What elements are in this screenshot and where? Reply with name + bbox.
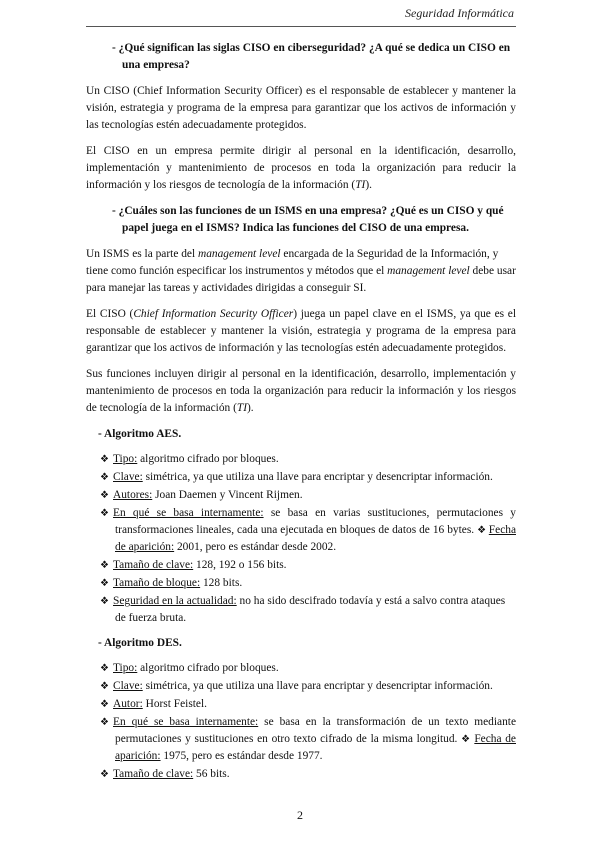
list-item: ❖ Clave: simétrica, ya que utiliza una llave para encriptar y desencriptar información.	[100, 678, 516, 695]
list-item: ❖ Tamaño de bloque: 128 bits.	[100, 575, 516, 592]
paragraph-ciso-functions	[86, 366, 516, 417]
diamond-bullet-icon: ❖	[100, 560, 109, 571]
italic-term: TI	[236, 402, 248, 414]
question-heading-1: - ¿Qué significan las siglas CISO en ciberseguridad? ¿A qué se dedica un CISO en una empresa?	[112, 42, 511, 71]
list-item: ❖ En qué se basa internamente: se basa en varias sustituciones, permutaciones y transformaciones lineales, cada una ejecutada en bloques de datos de 16 bytes. ❖ Fecha de aparición: 2001, pero es estándar desde 2002.	[100, 507, 516, 553]
diamond-bullet-icon: ❖	[461, 734, 475, 745]
paragraph-text: debe usar para manejar las tareas y actividades dirigidas a conseguir SI.	[86, 265, 516, 294]
diamond-bullet-icon: ❖	[100, 490, 109, 501]
diamond-bullet-icon: ❖	[100, 769, 109, 780]
paragraph-text: encargada de la Seguridad de la Información, y tiene como función especificar los instrumentos y métodos que el	[86, 248, 499, 277]
paragraph-isms	[86, 246, 516, 297]
diamond-bullet-icon: ❖	[100, 578, 109, 589]
list-item: ❖ En qué se basa internamente: se basa en la transformación de un texto mediante permutaciones y sustituciones en otro texto cifrado de la misma longitud. ❖ Fecha de aparición: 1975, pero es estándar desde 1977.	[100, 716, 516, 762]
document-body	[86, 40, 516, 784]
diamond-bullet-icon: ❖	[100, 596, 109, 607]
paragraph-text: El CISO (	[86, 308, 134, 320]
paragraph-ciso-definition: Un CISO (Chief Information Security Officer) es el responsable de establecer y mantener la visión, estrategia y programa de la empresa para garantizar que los activos de información y las tecnologías estén adecuadamente protegidos.	[86, 85, 516, 131]
section-heading-des: - Algoritmo DES.	[98, 637, 182, 649]
list-item: ❖ Autores: Joan Daemen y Vincent Rijmen.	[100, 487, 516, 504]
list-item: ❖ Clave: simétrica, ya que utiliza una llave para encriptar y desencriptar información.	[100, 469, 516, 486]
list-item: ❖ Tipo: algoritmo cifrado por bloques.	[100, 660, 516, 677]
paragraph-text: ) juega un papel clave en el ISMS, ya que es el responsable de establecer y mantener la visión, estrategia y programa de la empresa para garantizar que los activos de información y las tecnologías estén adecuadamente protegidos.	[86, 308, 516, 354]
page-number: 2	[297, 808, 303, 822]
list-item: ❖ Autor: Horst Feistel.	[100, 696, 516, 713]
diamond-bullet-icon: ❖	[100, 508, 109, 519]
italic-term: Chief Information Security Officer	[133, 308, 294, 320]
paragraph-text: Sus funciones incluyen dirigir al personal en la identificación, desarrollo, implementación y mantenimiento de procesos en toda la organización para reducir la información y los riesgos de tecnología de la información (	[86, 368, 516, 414]
paragraph-ciso-isms	[86, 306, 516, 357]
section-heading-aes: - Algoritmo AES.	[98, 428, 182, 440]
paragraph-text: ).	[247, 402, 254, 414]
diamond-bullet-icon: ❖	[100, 663, 109, 674]
list-item: ❖ Tamaño de clave: 56 bits.	[100, 766, 516, 783]
paragraph-text: El CISO en un empresa permite dirigir al personal en la identificación, desarrollo, implementación y mantenimiento de procesos en toda la organización para reducir la información y los riesgos de tecnología de la información (	[86, 145, 516, 191]
header-rule	[86, 26, 516, 27]
list-item: ❖ Tipo: algoritmo cifrado por bloques.	[100, 451, 516, 468]
italic-term: TI	[355, 179, 366, 191]
diamond-bullet-icon: ❖	[100, 454, 109, 465]
list-item: ❖ Tamaño de clave: 128, 192 o 156 bits.	[100, 557, 516, 574]
diamond-bullet-icon: ❖	[100, 717, 109, 728]
paragraph-text: Un ISMS es la parte del	[86, 248, 198, 260]
question-heading-2: - ¿Cuáles son las funciones de un ISMS en una empresa? ¿Qué es un CISO y qué papel juega en el ISMS? Indica las funciones del CISO de una empresa.	[112, 205, 504, 234]
italic-term: management level	[198, 248, 281, 260]
list-item: ❖ Seguridad en la actualidad: no ha sido descifrado todavía y está a salvo contra ataques de fuerza bruta.	[100, 595, 506, 624]
diamond-bullet-icon: ❖	[100, 472, 109, 483]
italic-term: management level	[387, 265, 470, 277]
diamond-bullet-icon: ❖	[100, 699, 109, 710]
diamond-bullet-icon: ❖	[477, 525, 489, 536]
running-header: Seguridad Informática	[405, 6, 514, 20]
paragraph-text: ).	[365, 179, 372, 191]
paragraph-ciso-role	[86, 143, 516, 194]
diamond-bullet-icon: ❖	[100, 681, 109, 692]
